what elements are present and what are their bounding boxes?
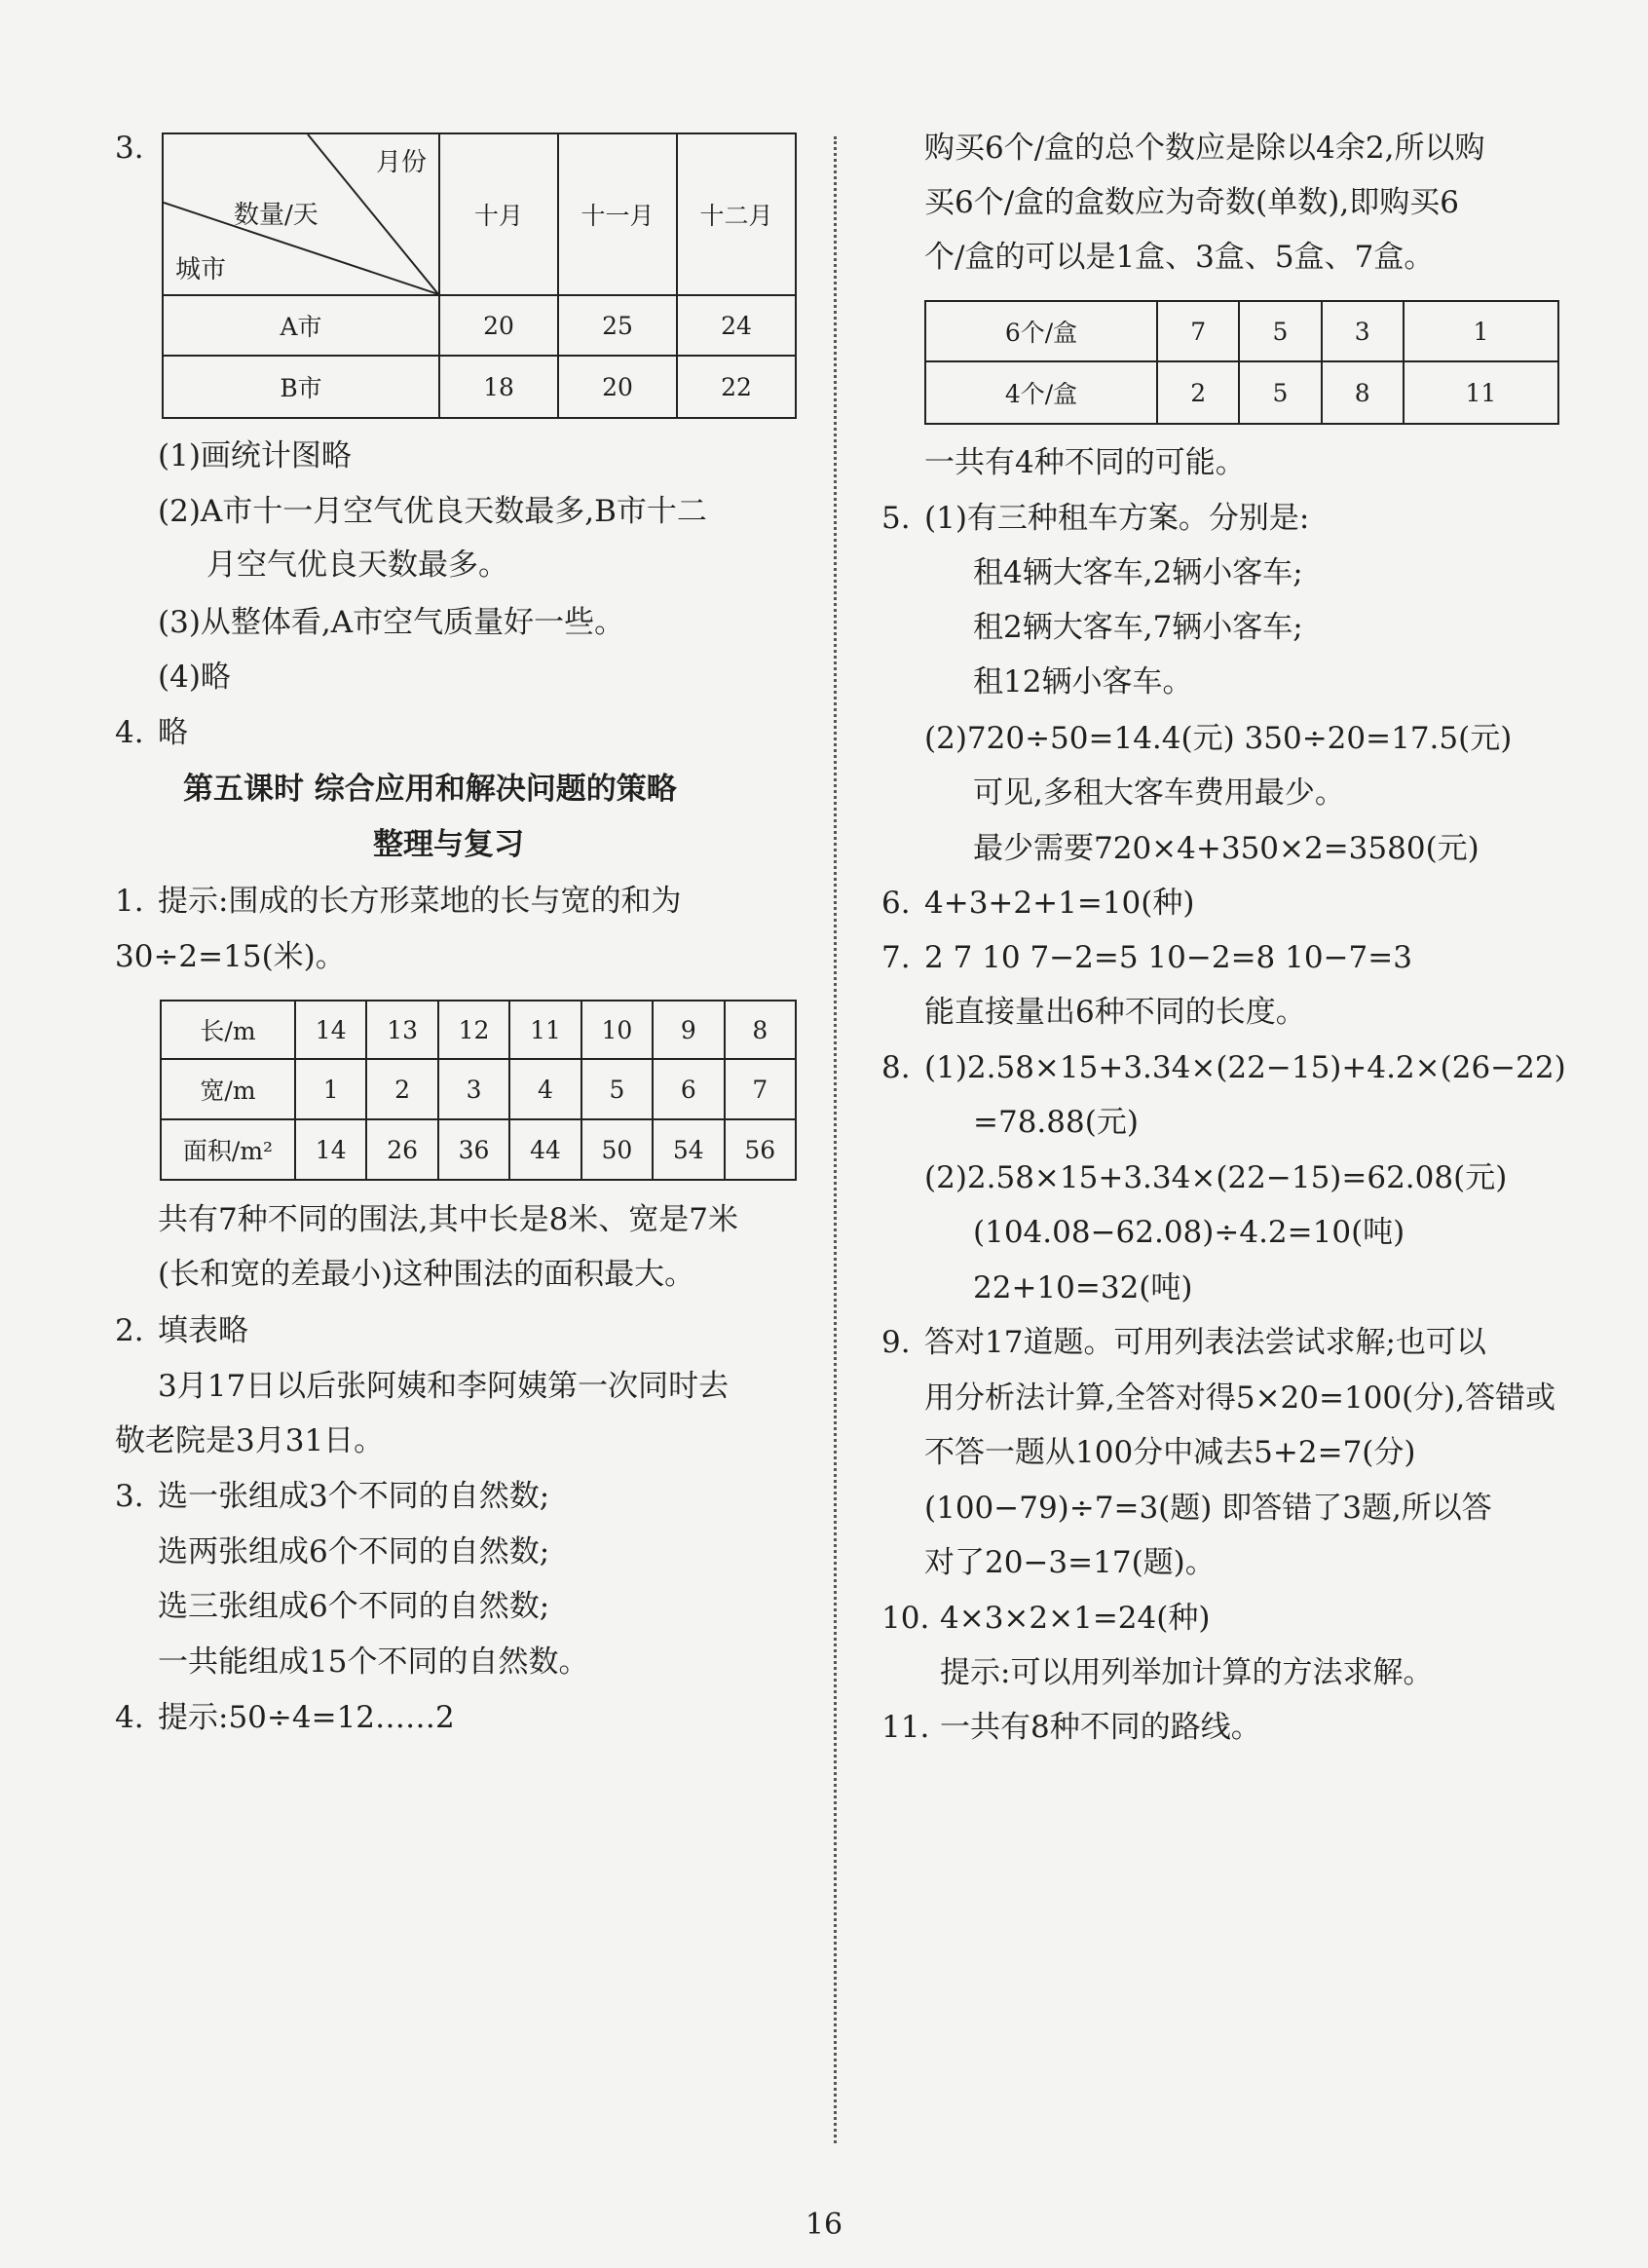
table-cell: 14: [295, 1001, 366, 1059]
p1-line-1: 提示:围成的长方形菜地的长与宽的和为: [158, 884, 682, 919]
value-cell: 20: [439, 295, 558, 356]
p4-number: 4.: [115, 1700, 144, 1735]
q7-line-1: 2 7 10 7−2=5 10−2=8 10−7=3: [924, 940, 1412, 975]
row-label: 长/m: [161, 1001, 295, 1059]
table-cell: 4: [509, 1059, 581, 1119]
table-row: [161, 1059, 796, 1119]
q5-line-4: 租12辆小客车。: [973, 664, 1193, 699]
table-row: [163, 356, 796, 418]
table-cell: 8: [1322, 361, 1404, 424]
table-cell: 2: [366, 1059, 437, 1119]
header-days: 数量/天: [234, 201, 318, 230]
q8-line-5: 22+10=32(吨): [973, 1270, 1193, 1305]
table-row: [163, 295, 796, 356]
q10-line-2: 提示:可以用列举加计算的方法求解。: [940, 1655, 1434, 1690]
table-cell: 3: [438, 1059, 509, 1119]
q5-line-6: 可见,多租大客车费用最少。: [973, 775, 1345, 811]
column-divider: [834, 136, 837, 2143]
p1-after-1: 共有7种不同的围法,其中长是8米、宽是7米: [158, 1202, 739, 1237]
p3-line-4: 一共能组成15个不同的自然数。: [158, 1644, 589, 1680]
p1-number: 1.: [115, 884, 144, 919]
table-row: [161, 1001, 796, 1059]
table-cell: 54: [653, 1119, 724, 1180]
month-col-3: 十二月: [677, 133, 796, 295]
q3-line-2: (2)A市十一月空气优良天数最多,B市十二: [158, 494, 707, 529]
table-cell: 1: [1404, 301, 1558, 361]
header-city: 城市: [175, 255, 227, 284]
q7-line-2: 能直接量出6种不同的长度。: [924, 995, 1306, 1030]
q6-number: 6.: [881, 886, 911, 921]
q3-line-3: 月空气优良天数最多。: [206, 548, 508, 583]
q9-number: 9.: [881, 1325, 911, 1360]
page-number: 16: [805, 2208, 843, 2242]
q8-line-3: (2)2.58×15+3.34×(22−15)=62.08(元): [924, 1160, 1508, 1195]
q9-line-1: 答对17道题。可用列表法尝试求解;也可以: [924, 1325, 1486, 1360]
table-cell: 5: [1239, 361, 1321, 424]
table-cell: 10: [581, 1001, 653, 1059]
table-row: [161, 1119, 796, 1180]
q5-line-3: 租2辆大客车,7辆小客车;: [973, 610, 1303, 645]
q3-line-4: (3)从整体看,A市空气质量好一些。: [158, 605, 625, 640]
table-cell: 44: [509, 1119, 581, 1180]
p3-line-2: 选两张组成6个不同的自然数;: [158, 1534, 550, 1569]
q8-line-2: =78.88(元): [973, 1105, 1139, 1140]
table-cell: 50: [581, 1119, 653, 1180]
intro-line-3: 个/盒的可以是1盒、3盒、5盒、7盒。: [924, 240, 1435, 275]
p1-table: [160, 1000, 797, 1181]
intro-line-1: 购买6个/盒的总个数应是除以4余2,所以购: [924, 131, 1485, 166]
q10-number: 10.: [881, 1601, 930, 1636]
table-cell: 11: [509, 1001, 581, 1059]
q5-line-2: 租4辆大客车,2辆小客车;: [973, 555, 1303, 590]
p2-number: 2.: [115, 1313, 144, 1348]
table-cell: 56: [725, 1119, 796, 1180]
q9-line-4: (100−79)÷7=3(题) 即答错了3题,所以答: [924, 1491, 1492, 1526]
table-cell: 11: [1404, 361, 1558, 424]
table-cell: 5: [1239, 301, 1321, 361]
header-month: 月份: [376, 148, 428, 177]
section-subtitle: 整理与复习: [373, 827, 524, 862]
q4-text: 略: [158, 715, 188, 750]
table-cell: 6: [653, 1059, 724, 1119]
value-cell: 24: [677, 295, 796, 356]
table-cell: 3: [1322, 301, 1404, 361]
q6-text: 4+3+2+1=10(种): [924, 886, 1195, 921]
row-label: 面积/m²: [161, 1119, 295, 1180]
value-cell: 25: [558, 295, 677, 356]
q3-table-diagonal-header: [163, 133, 439, 295]
table-row: [925, 361, 1558, 424]
q3-number: 3.: [115, 131, 144, 166]
value-cell: 20: [558, 356, 677, 418]
p4-text: 提示:50÷4=12……2: [158, 1700, 455, 1735]
q11-text: 一共有8种不同的路线。: [940, 1710, 1261, 1745]
q4-number: 4.: [115, 715, 144, 750]
p3-line-1: 选一张组成3个不同的自然数;: [158, 1479, 550, 1514]
table-cell: 26: [366, 1119, 437, 1180]
q9-line-2: 用分析法计算,全答对得5×20=100(分),答错或: [924, 1380, 1556, 1416]
value-cell: 18: [439, 356, 558, 418]
table-cell: 5: [581, 1059, 653, 1119]
q3-table: [162, 132, 797, 419]
box-table: [924, 300, 1559, 425]
city-cell: A市: [163, 295, 439, 356]
table-cell: 8: [725, 1001, 796, 1059]
q8-line-1: (1)2.58×15+3.34×(22−15)+4.2×(26−22): [924, 1050, 1566, 1085]
p2-line-2: 3月17日以后张阿姨和李阿姨第一次同时去: [158, 1369, 730, 1404]
month-col-2: 十一月: [558, 133, 677, 295]
table-cell: 2: [1157, 361, 1239, 424]
table-cell: 7: [725, 1059, 796, 1119]
table-cell: 14: [295, 1119, 366, 1180]
after-table: 一共有4种不同的可能。: [924, 445, 1246, 480]
q5-line-7: 最少需要720×4+350×2=3580(元): [973, 831, 1479, 866]
q5-line-5: (2)720÷50=14.4(元) 350÷20=17.5(元): [924, 721, 1513, 756]
q3-line-1: (1)画统计图略: [158, 438, 352, 473]
intro-line-2: 买6个/盒的盒数应为奇数(单数),即购买6: [924, 185, 1459, 220]
city-cell: B市: [163, 356, 439, 418]
table-row: [925, 301, 1558, 361]
table-cell: 1: [295, 1059, 366, 1119]
q8-number: 8.: [881, 1050, 911, 1085]
month-col-1: 十月: [439, 133, 558, 295]
q9-line-5: 对了20−3=17(题)。: [924, 1545, 1216, 1580]
q9-line-3: 不答一题从100分中减去5+2=7(分): [924, 1435, 1416, 1470]
row-label: 4个/盒: [925, 361, 1157, 424]
table-cell: 13: [366, 1001, 437, 1059]
section-title: 第五课时 综合应用和解决问题的策略: [183, 772, 677, 807]
p2-line-3: 敬老院是3月31日。: [115, 1423, 385, 1458]
p3-number: 3.: [115, 1479, 144, 1514]
row-label: 宽/m: [161, 1059, 295, 1119]
p3-line-3: 选三张组成6个不同的自然数;: [158, 1589, 550, 1624]
q8-line-4: (104.08−62.08)÷4.2=10(吨): [973, 1215, 1405, 1250]
p2-line-1: 填表略: [158, 1313, 248, 1348]
q7-number: 7.: [881, 940, 911, 975]
q11-number: 11.: [881, 1710, 930, 1745]
table-cell: 9: [653, 1001, 724, 1059]
row-label: 6个/盒: [925, 301, 1157, 361]
q5-line-1: (1)有三种租车方案。分别是:: [924, 501, 1310, 536]
value-cell: 22: [677, 356, 796, 418]
q3-line-5: (4)略: [158, 660, 231, 695]
table-cell: 7: [1157, 301, 1239, 361]
q5-number: 5.: [881, 501, 911, 536]
q10-line-1: 4×3×2×1=24(种): [940, 1601, 1211, 1636]
p1-after-2: (长和宽的差最小)这种围法的面积最大。: [158, 1257, 695, 1292]
p1-line-2: 30÷2=15(米)。: [115, 939, 346, 974]
table-cell: 12: [438, 1001, 509, 1059]
table-cell: 36: [438, 1119, 509, 1180]
